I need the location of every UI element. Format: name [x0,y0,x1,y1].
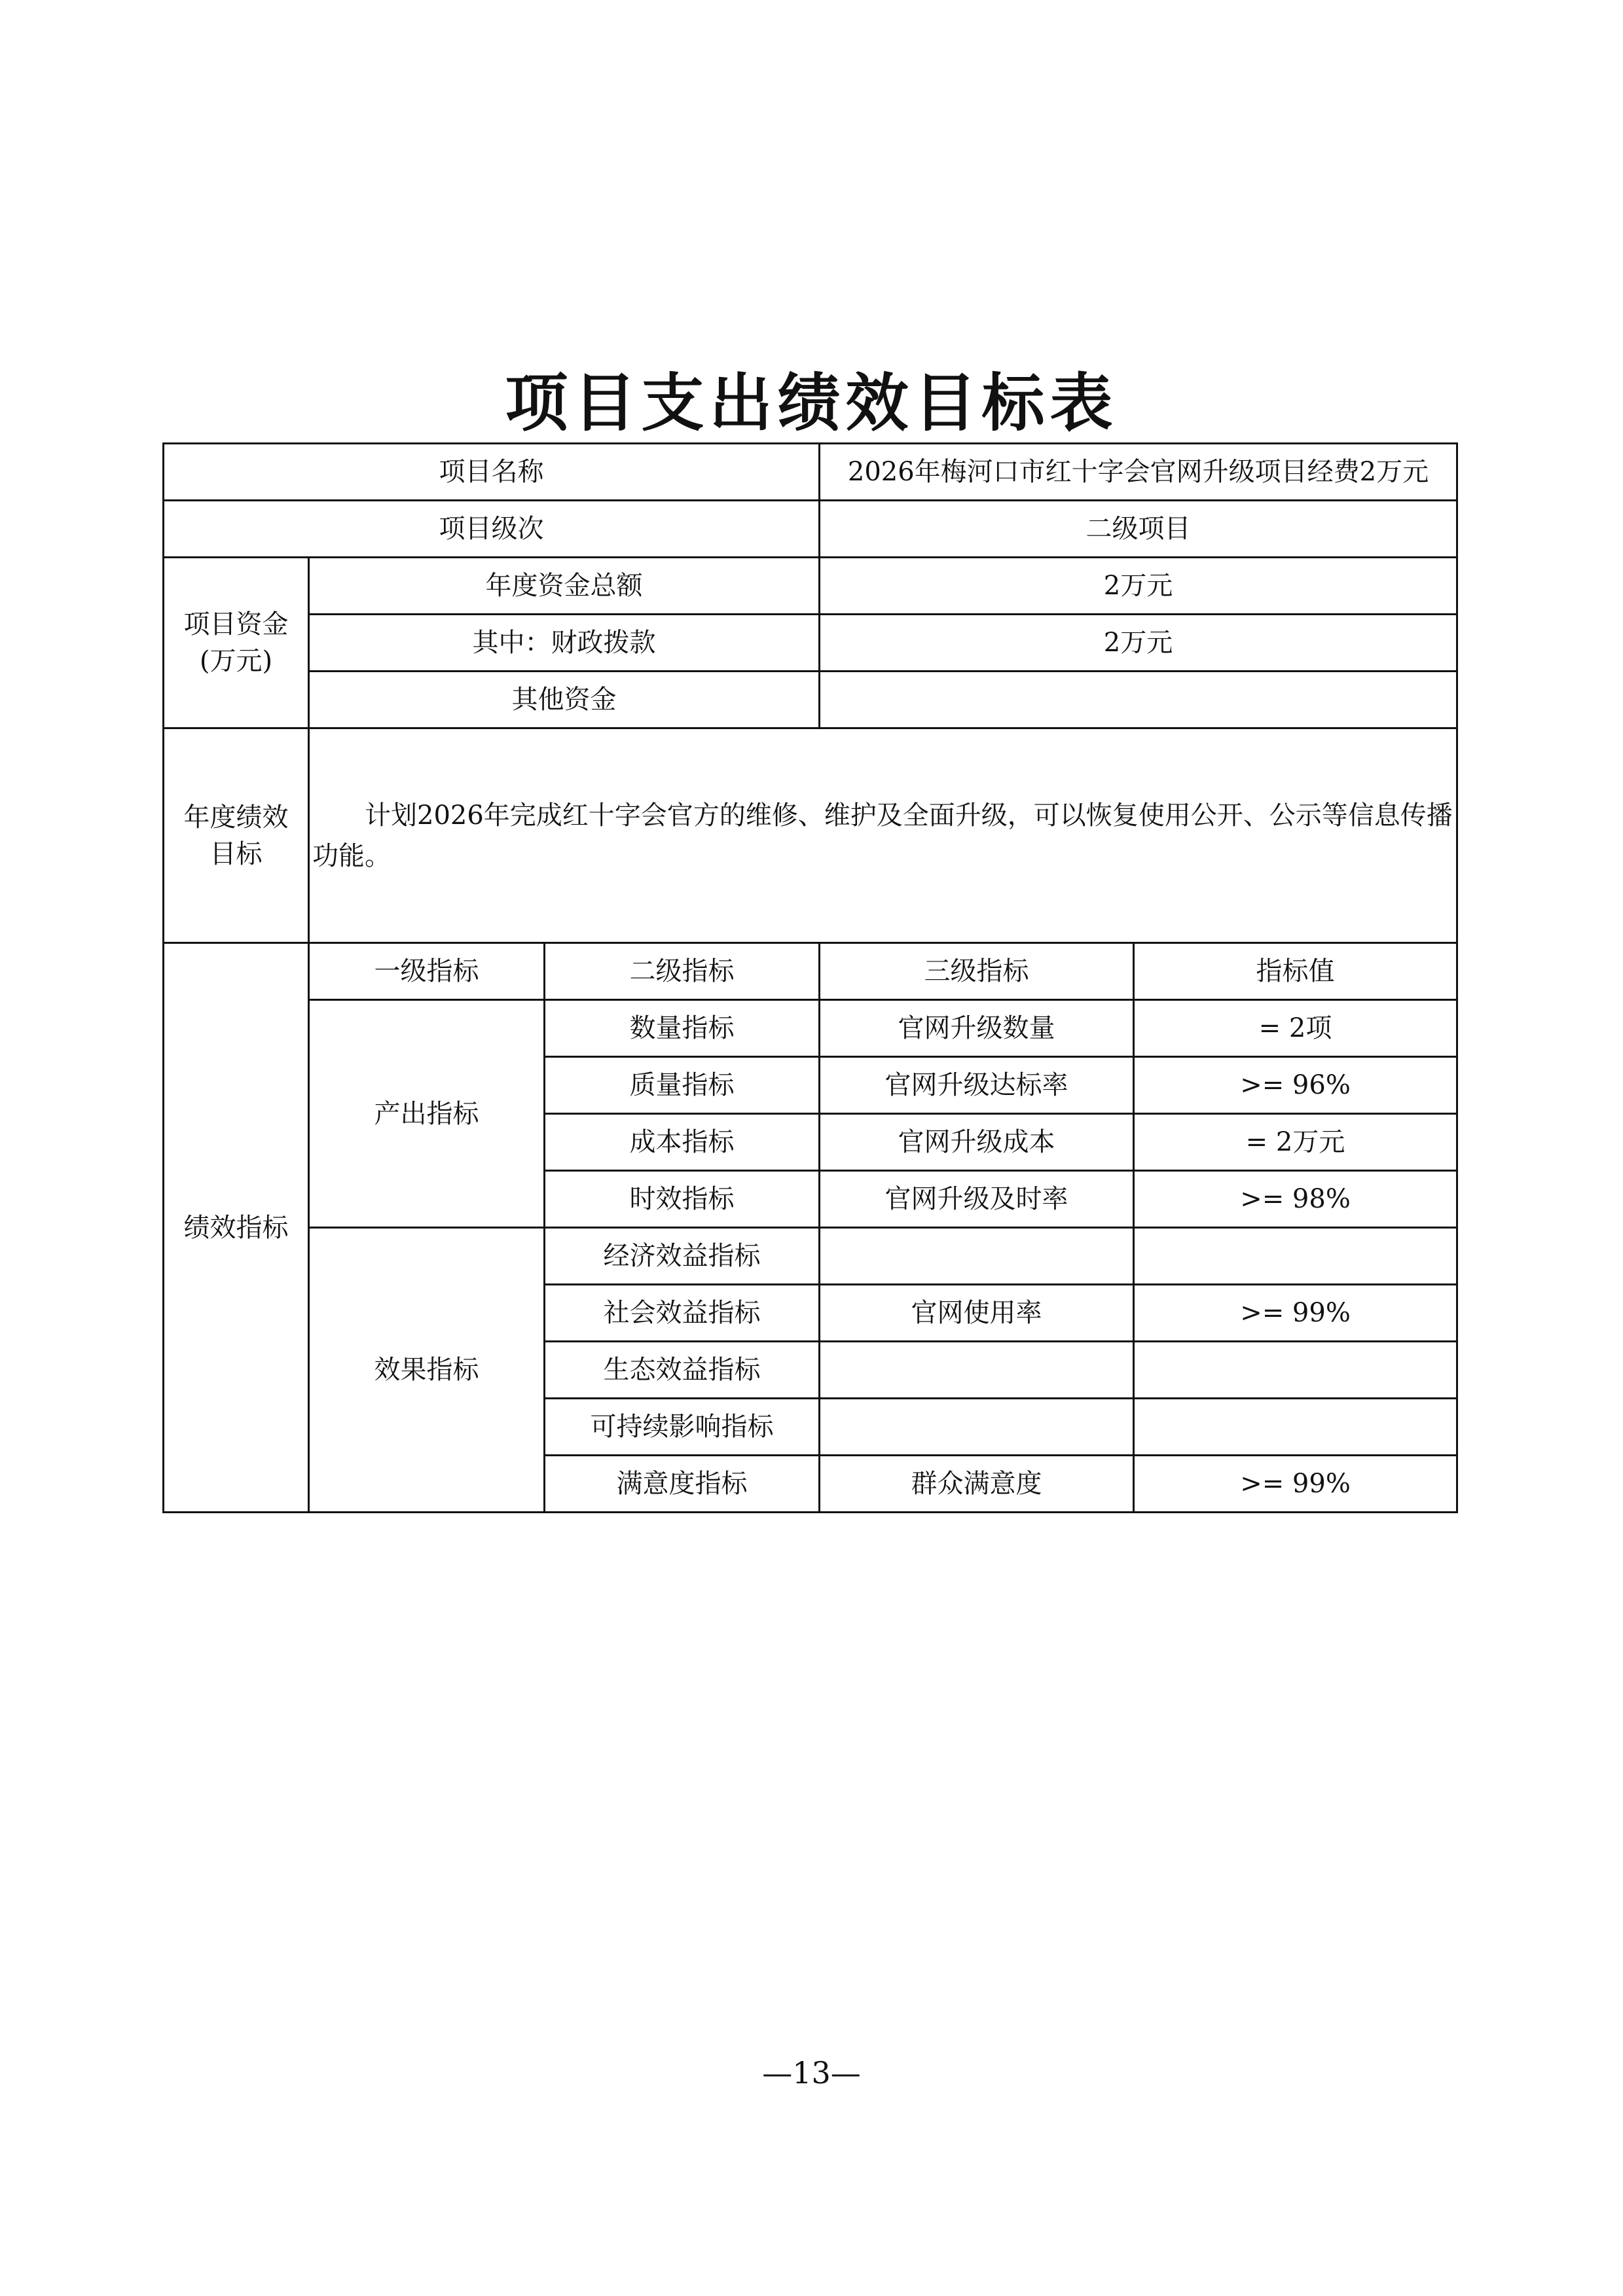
value-cell [1134,1228,1457,1285]
funds-other-label: 其他资金 [309,672,820,728]
indicators-label: 绩效指标 [164,943,309,1513]
effect-indicators-label: 效果指标 [309,1228,545,1513]
header-level3: 三级指标 [820,943,1134,1000]
value-cell: = 2项 [1134,1000,1457,1057]
funds-fiscal-value: 2万元 [820,615,1457,672]
value-cell: >= 99% [1134,1285,1457,1342]
level2-cell: 经济效益指标 [545,1228,820,1285]
funds-other-value [820,672,1457,728]
funds-label: 项目资金 (万元) [164,558,309,728]
level2-cell: 可持续影响指标 [545,1399,820,1456]
project-level-label: 项目级次 [164,501,820,558]
header-level1: 一级指标 [309,943,545,1000]
funds-total-label: 年度资金总额 [309,558,820,615]
value-cell: >= 96% [1134,1057,1457,1114]
table-row [164,1000,1457,1057]
value-cell: = 2万元 [1134,1114,1457,1171]
annual-goal-cell [309,728,1457,943]
project-name-label: 项目名称 [164,444,820,501]
level3-cell: 官网升级数量 [820,1000,1134,1057]
level3-cell: 群众满意度 [820,1456,1134,1513]
project-level-value: 二级项目 [820,501,1457,558]
level3-cell: 官网升级达标率 [820,1057,1134,1114]
level3-cell: 官网升级及时率 [820,1171,1134,1228]
level2-cell: 社会效益指标 [545,1285,820,1342]
level3-cell [820,1228,1134,1285]
table-row [164,728,1457,943]
value-cell: >= 99% [1134,1456,1457,1513]
output-indicators-label: 产出指标 [309,1000,545,1228]
level3-cell [820,1342,1134,1399]
value-cell [1134,1342,1457,1399]
level2-cell: 成本指标 [545,1114,820,1171]
funds-total-value: 2万元 [820,558,1457,615]
table-row [164,558,1457,615]
value-cell: >= 98% [1134,1171,1457,1228]
level2-cell: 时效指标 [545,1171,820,1228]
level2-cell: 生态效益指标 [545,1342,820,1399]
page-title: 项目支出绩效目标表 [505,366,1118,440]
level2-cell: 满意度指标 [545,1456,820,1513]
table-row [164,615,1457,672]
annual-goal-text: 计划2026年完成红十字会官方的维修、维护及全面升级，可以恢复使用公开、公示等信息传播功能。 [312,800,1453,871]
performance-table [162,442,1458,1513]
project-name-value: 2026年梅河口市红十字会官网升级项目经费2万元 [820,444,1457,501]
value-cell [1134,1399,1457,1456]
table-row [164,444,1457,501]
level3-cell [820,1399,1134,1456]
level3-cell: 官网升级成本 [820,1114,1134,1171]
annual-goal-label: 年度绩效 目标 [164,728,309,943]
page-number: —13— [762,2055,861,2090]
header-level2: 二级指标 [545,943,820,1000]
level2-cell: 质量指标 [545,1057,820,1114]
header-value: 指标值 [1134,943,1457,1000]
level3-cell: 官网使用率 [820,1285,1134,1342]
table-row [164,501,1457,558]
level2-cell: 数量指标 [545,1000,820,1057]
table-row [164,943,1457,1000]
funds-fiscal-label: 其中：财政拨款 [309,615,820,672]
table-row [164,1228,1457,1285]
table-row [164,672,1457,728]
